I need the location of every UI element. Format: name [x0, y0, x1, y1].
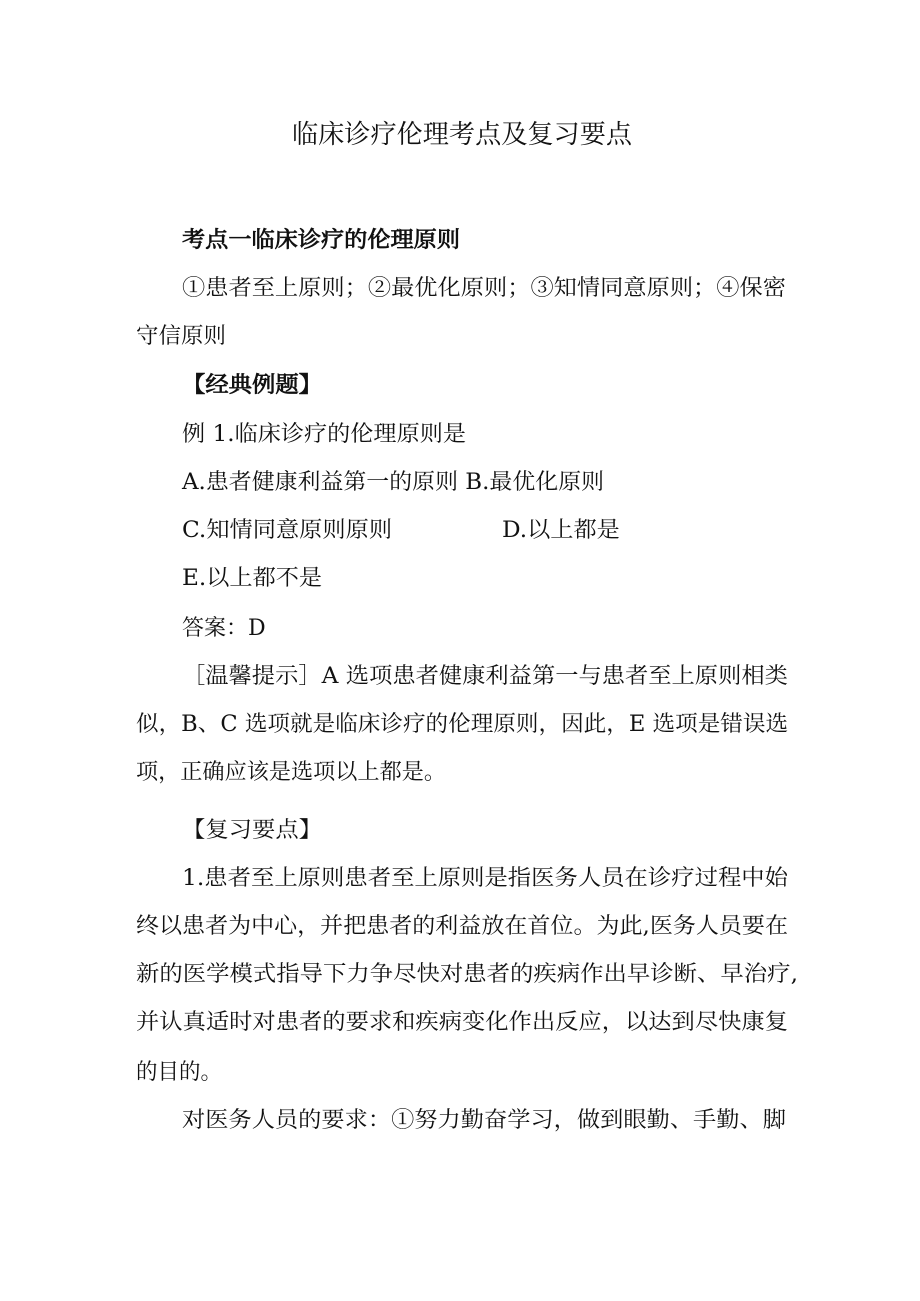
example-label: 【经典例题】	[182, 372, 323, 398]
principles-line-2: 守信原则	[136, 324, 227, 349]
review-line-1: 1.患者至上原则患者至上原则是指医务人员在诊疗过程中始	[182, 866, 789, 891]
option-e: E.以上都不是	[182, 566, 323, 591]
document-title: 临床诊疗伦理考点及复习要点	[292, 120, 633, 150]
tip-line-1: ［温馨提示］A 选项患者健康利益第一与患者至上原则相类	[182, 664, 788, 689]
tip-line-3: 项，正确应该是选项以上都是。	[136, 760, 447, 785]
review-line-4: 并认真适时对患者的要求和疾病变化作出反应，以达到尽快康复	[136, 1010, 788, 1035]
section-heading: 考点一临床诊疗的伦理原则	[182, 228, 461, 253]
principles-line-1: ①患者至上原则；②最优化原则；③知情同意原则；④保密	[182, 276, 786, 301]
review-line-5: 的目的。	[136, 1060, 223, 1085]
option-d: D.以上都是	[502, 518, 620, 543]
requirements-line: 对医务人员的要求：①努力勤奋学习，做到眼勤、手勤、脚	[182, 1108, 786, 1133]
review-line-3: 新的医学模式指导下力争尽快对患者的疾病作出早诊断、早治疗,	[136, 962, 798, 987]
review-line-2: 终以患者为中心，并把患者的利益放在首位。为此,医务人员要在	[136, 914, 788, 939]
tip-line-2: 似，B、C 选项就是临床诊疗的伦理原则，因此，E 选项是错误选	[136, 712, 789, 737]
question-text: 例 1.临床诊疗的伦理原则是	[182, 422, 466, 447]
review-label: 【复习要点】	[182, 818, 323, 843]
option-c: C.知情同意原则原则	[182, 518, 393, 543]
options-line-1: A.患者健康利益第一的原则 B.最优化原则	[182, 470, 605, 495]
answer-text: 答案：D	[182, 616, 266, 641]
